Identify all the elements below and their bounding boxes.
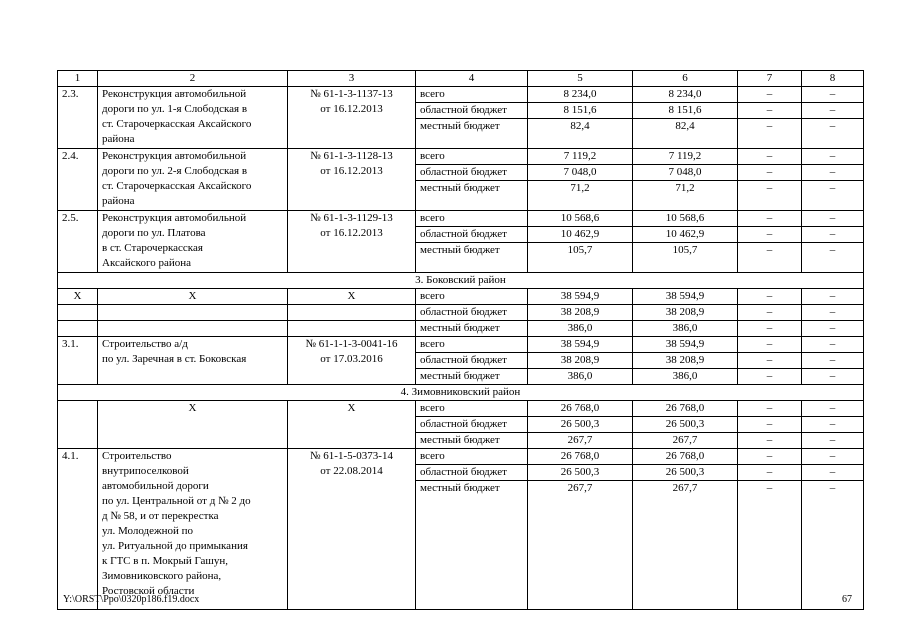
col-header: 5 [528, 71, 633, 87]
value-cell: 267,7 [528, 433, 633, 449]
x-cell: X [288, 401, 416, 449]
item-number: 4.1. [58, 449, 98, 610]
budget-label: местный бюджет [416, 433, 528, 449]
item-name-line: Реконструкция автомобильной [102, 150, 247, 162]
funding-table [57, 70, 864, 610]
dash-cell: – [802, 181, 864, 211]
budget-label: местный бюджет [416, 321, 528, 337]
value-cell: 7 048,0 [633, 165, 738, 181]
table-row [58, 337, 864, 353]
empty-cell [58, 401, 98, 449]
section-row [58, 385, 864, 401]
budget-label: местный бюджет [416, 181, 528, 211]
item-name-line: д № 58, и от перекрестка [102, 510, 219, 522]
empty-cell [98, 321, 288, 337]
footer-file-path: Y:\ORST\Ppo\0320p186.f19.docx [63, 594, 200, 605]
value-cell: 105,7 [633, 243, 738, 273]
empty-cell [288, 321, 416, 337]
dash-cell: – [802, 337, 864, 353]
item-name-line: Ростовской области [102, 585, 195, 597]
item-name-line: ул. Ритуальной до примыкания [102, 540, 248, 552]
value-cell: 105,7 [528, 243, 633, 273]
dash-cell: – [738, 417, 802, 433]
item-name [98, 211, 288, 273]
dash-cell: – [738, 119, 802, 149]
budget-label: областной бюджет [416, 227, 528, 243]
value-cell: 386,0 [633, 321, 738, 337]
empty-cell [58, 305, 98, 321]
dash-cell: – [802, 305, 864, 321]
value-cell: 267,7 [633, 481, 738, 610]
dash-cell: – [802, 87, 864, 103]
value-cell: 8 151,6 [633, 103, 738, 119]
dash-cell: – [738, 227, 802, 243]
item-name-line: по ул. Центральной от д № 2 до [102, 495, 251, 507]
col-header: 6 [633, 71, 738, 87]
value-cell: 267,7 [633, 433, 738, 449]
col-header: 2 [98, 71, 288, 87]
empty-cell [98, 305, 288, 321]
value-cell: 26 768,0 [528, 449, 633, 465]
item-name-line: ул. Молодежной по [102, 525, 194, 537]
item-name-line: Реконструкция автомобильной [102, 212, 247, 224]
dash-cell: – [738, 321, 802, 337]
dash-cell: – [802, 165, 864, 181]
document-number: № 61-1-3-1129-13 [310, 212, 393, 224]
item-document [288, 149, 416, 211]
item-name-line: к ГТС в п. Мокрый Гашун, [102, 555, 229, 567]
item-name [98, 149, 288, 211]
x-cell: X [98, 289, 288, 305]
item-name-line: дороги по ул. Платова [102, 227, 206, 239]
table-row [58, 321, 864, 337]
item-number: 3.1. [58, 337, 98, 385]
dash-cell: – [738, 87, 802, 103]
value-cell: 38 208,9 [528, 305, 633, 321]
value-cell: 26 500,3 [528, 417, 633, 433]
value-cell: 38 594,9 [633, 337, 738, 353]
col-header: 8 [802, 71, 864, 87]
item-number: 2.5. [58, 211, 98, 273]
value-cell: 8 151,6 [528, 103, 633, 119]
budget-label: областной бюджет [416, 103, 528, 119]
item-name-line: внутрипоселковой [102, 465, 189, 477]
dash-cell: – [802, 449, 864, 465]
item-name-line: Зимовниковского района, [102, 570, 222, 582]
dash-cell: – [738, 181, 802, 211]
item-name-line: дороги по ул. 2-я Слободская в [102, 165, 248, 177]
section-title: 4. Зимовниковский район [58, 385, 864, 401]
item-name-line: ст. Старочеркасская Аксайского [102, 180, 252, 192]
table-row [58, 289, 864, 305]
item-number: 2.4. [58, 149, 98, 211]
dash-cell: – [802, 211, 864, 227]
dash-cell: – [738, 433, 802, 449]
item-name-line: автомобильной дороги [102, 480, 209, 492]
value-cell: 82,4 [633, 119, 738, 149]
budget-label: всего [416, 149, 528, 165]
dash-cell: – [738, 449, 802, 465]
col-header: 4 [416, 71, 528, 87]
dash-cell: – [738, 481, 802, 610]
col-header: 7 [738, 71, 802, 87]
table-row [58, 149, 864, 165]
dash-cell: – [802, 227, 864, 243]
value-cell: 26 768,0 [633, 401, 738, 417]
dash-cell: – [738, 337, 802, 353]
budget-label: местный бюджет [416, 119, 528, 149]
table-row [58, 87, 864, 103]
x-cell: X [288, 289, 416, 305]
budget-label: всего [416, 289, 528, 305]
header-row [58, 71, 864, 87]
value-cell: 82,4 [528, 119, 633, 149]
table-row [58, 449, 864, 465]
dash-cell: – [802, 243, 864, 273]
item-document [288, 449, 416, 610]
budget-label: всего [416, 211, 528, 227]
value-cell: 10 462,9 [528, 227, 633, 243]
item-name-line: дороги по ул. 1-я Слободская в [102, 103, 248, 115]
dash-cell: – [738, 149, 802, 165]
value-cell: 71,2 [528, 181, 633, 211]
col-header: 3 [288, 71, 416, 87]
value-cell: 386,0 [528, 321, 633, 337]
item-name [98, 87, 288, 149]
empty-cell [58, 321, 98, 337]
document-date: от 22.08.2014 [320, 465, 383, 477]
item-name-line: Аксайского района [102, 257, 191, 269]
dash-cell: – [802, 149, 864, 165]
dash-cell: – [738, 289, 802, 305]
value-cell: 38 594,9 [633, 289, 738, 305]
budget-label: местный бюджет [416, 481, 528, 610]
document-number: № 61-1-1-3-0041-16 [305, 338, 398, 350]
x-cell: X [58, 289, 98, 305]
empty-cell [288, 305, 416, 321]
value-cell: 7 119,2 [528, 149, 633, 165]
document-date: от 16.12.2013 [320, 227, 383, 239]
item-document [288, 337, 416, 385]
budget-label: местный бюджет [416, 243, 528, 273]
dash-cell: – [738, 369, 802, 385]
value-cell: 38 208,9 [633, 353, 738, 369]
value-cell: 386,0 [528, 369, 633, 385]
value-cell: 71,2 [633, 181, 738, 211]
dash-cell: – [738, 103, 802, 119]
value-cell: 38 208,9 [528, 353, 633, 369]
item-name-line: Строительство [102, 450, 172, 462]
value-cell: 26 500,3 [633, 465, 738, 481]
dash-cell: – [738, 211, 802, 227]
budget-label: областной бюджет [416, 305, 528, 321]
budget-label: областной бюджет [416, 353, 528, 369]
document-number: № 61-1-3-1137-13 [310, 88, 393, 100]
budget-label: всего [416, 337, 528, 353]
dash-cell: – [738, 401, 802, 417]
document-number: № 61-1-3-1128-13 [310, 150, 393, 162]
document-number: № 61-1-5-0373-14 [310, 450, 393, 462]
document-date: от 17.03.2016 [320, 353, 383, 365]
table-row [58, 211, 864, 227]
dash-cell: – [802, 433, 864, 449]
value-cell: 26 500,3 [528, 465, 633, 481]
value-cell: 38 594,9 [528, 289, 633, 305]
document-date: от 16.12.2013 [320, 165, 383, 177]
dash-cell: – [802, 417, 864, 433]
dash-cell: – [802, 119, 864, 149]
value-cell: 7 119,2 [633, 149, 738, 165]
budget-label: областной бюджет [416, 465, 528, 481]
item-name-line: в ст. Старочеркасская [102, 242, 203, 254]
dash-cell: – [802, 465, 864, 481]
budget-label: областной бюджет [416, 417, 528, 433]
dash-cell: – [802, 289, 864, 305]
value-cell: 26 768,0 [633, 449, 738, 465]
item-document [288, 211, 416, 273]
item-name-line: района [102, 133, 135, 145]
budget-label: областной бюджет [416, 165, 528, 181]
dash-cell: – [802, 401, 864, 417]
dash-cell: – [802, 481, 864, 610]
value-cell: 26 768,0 [528, 401, 633, 417]
dash-cell: – [802, 353, 864, 369]
value-cell: 38 594,9 [528, 337, 633, 353]
dash-cell: – [738, 305, 802, 321]
section-row [58, 273, 864, 289]
dash-cell: – [738, 243, 802, 273]
item-number: 2.3. [58, 87, 98, 149]
col-header: 1 [58, 71, 98, 87]
value-cell: 386,0 [633, 369, 738, 385]
item-name-line: ст. Старочеркасская Аксайского [102, 118, 252, 130]
budget-label: местный бюджет [416, 369, 528, 385]
budget-label: всего [416, 449, 528, 465]
value-cell: 38 208,9 [633, 305, 738, 321]
dash-cell: – [802, 369, 864, 385]
item-name-line: Строительство а/д [102, 338, 188, 350]
value-cell: 8 234,0 [528, 87, 633, 103]
table-row [58, 401, 864, 417]
value-cell: 10 462,9 [633, 227, 738, 243]
dash-cell: – [738, 465, 802, 481]
dash-cell: – [738, 353, 802, 369]
section-title: 3. Боковский район [58, 273, 864, 289]
item-name [98, 449, 288, 610]
item-name-line: Реконструкция автомобильной [102, 88, 247, 100]
budget-label: всего [416, 401, 528, 417]
value-cell: 26 500,3 [633, 417, 738, 433]
item-name [98, 337, 288, 385]
dash-cell: – [738, 165, 802, 181]
value-cell: 7 048,0 [528, 165, 633, 181]
item-name-line: района [102, 195, 135, 207]
item-document [288, 87, 416, 149]
value-cell: 8 234,0 [633, 87, 738, 103]
page-number: 67 [842, 594, 852, 605]
value-cell: 267,7 [528, 481, 633, 610]
dash-cell: – [802, 103, 864, 119]
value-cell: 10 568,6 [633, 211, 738, 227]
document-date: от 16.12.2013 [320, 103, 383, 115]
value-cell: 10 568,6 [528, 211, 633, 227]
x-cell: X [98, 401, 288, 449]
item-name-line: по ул. Заречная в ст. Боковская [102, 353, 247, 365]
budget-label: всего [416, 87, 528, 103]
dash-cell: – [802, 321, 864, 337]
table-row [58, 305, 864, 321]
